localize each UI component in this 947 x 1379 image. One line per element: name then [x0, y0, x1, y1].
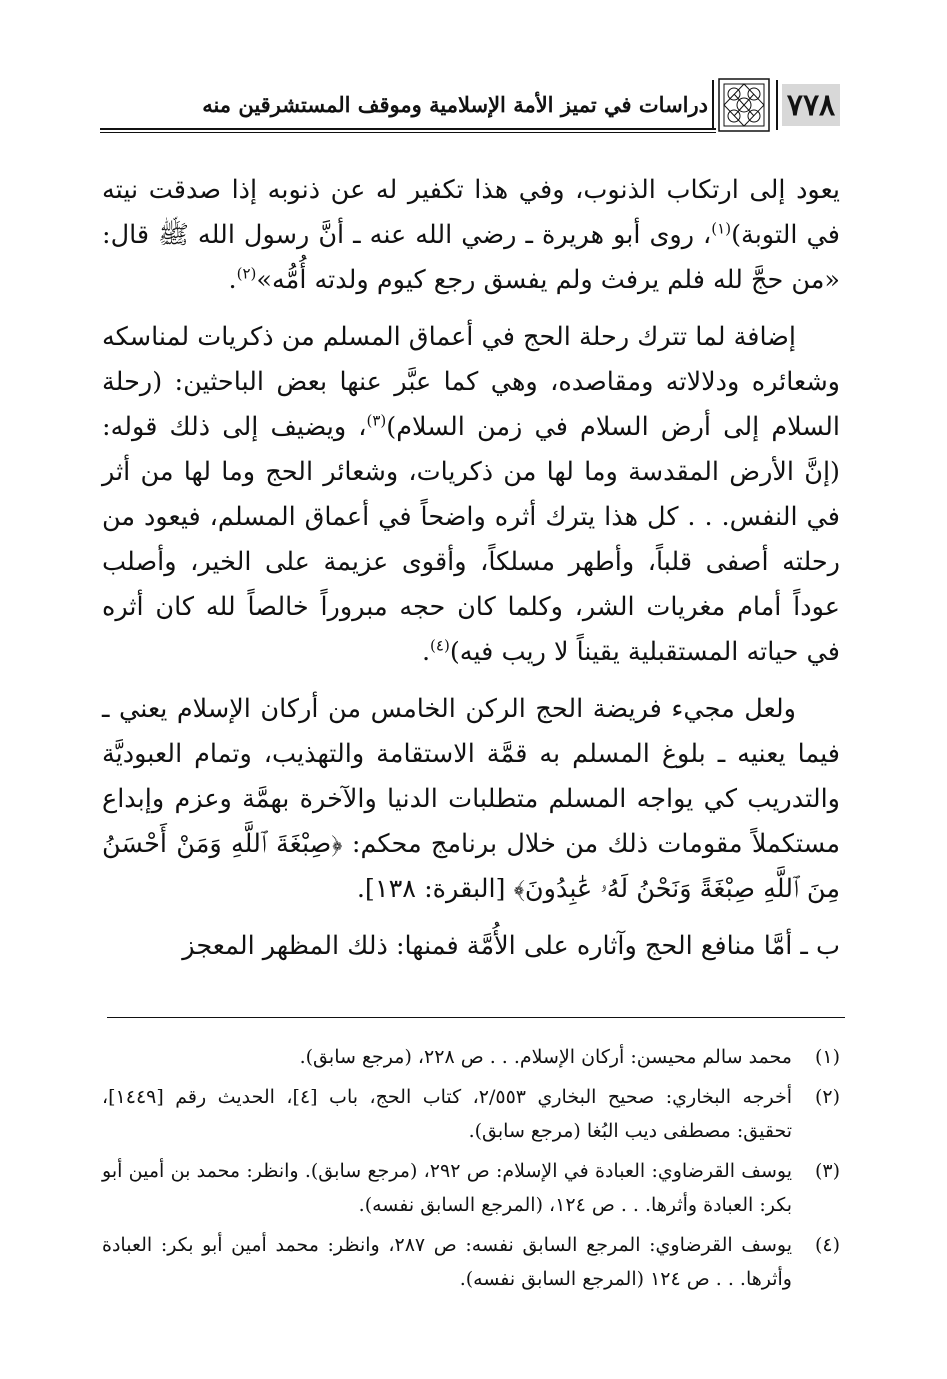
footnote-separator: [107, 1017, 845, 1018]
footnote-number: (٣): [814, 1160, 840, 1182]
paragraph-text: .: [421, 637, 431, 667]
footnote-text: أخرجه البخاري: صحيح البخاري ٢/٥٥٣، كتاب الحج، باب [٤]، الحديث رقم [١٤٤٩]، تحقيق: مصطفى ديب البُغا (مرجع سابق).: [102, 1086, 792, 1142]
footnote: [102, 1080, 840, 1148]
footnote: [102, 1040, 840, 1074]
header-divider: [712, 80, 714, 130]
paragraph-text: ، روى أبو هريرة ـ رضي الله عنه ـ أنَّ رسول الله ﷺ قال: «من حجَّ لله فلم يرفث ولم يفسق رجع كيوم ولدته أُمُّه»: [102, 220, 840, 295]
footnote-ref: (٣): [366, 411, 387, 430]
header-rule: [100, 132, 716, 133]
footnote-text: يوسف القرضاوي: العبادة في الإسلام: ص ٢٩٢، (مرجع سابق). وانظر: محمد بن أمين أبو بكر: العبادة وأثرها. . . ص ١٢٤، (المرجع السابق نفسه).: [102, 1160, 792, 1216]
footnote-number: (٤): [814, 1234, 840, 1256]
paragraph-text: .: [228, 265, 237, 295]
ornament-icon: [718, 78, 770, 132]
footnote-number: (٢): [814, 1086, 840, 1108]
paragraph-text: ، ويضيف إلى ذلك قوله: (إنَّ الأرض المقدسة وما لها من ذكريات، وشعائر الحج وما لها من أثر في النفس. . . كل هذا يترك أثره واضحاً في أعماق المسلم، فيعود من رحلته أصفى قلباً، وأطهر مسلكاً، وأقوى عزيمة على الخير، وأصلب عوداً أمام مغريات الشر، وكلما كان حجه مبروراً خالصاً لله كان أثره في حياته المستقبلية يقيناً لا ريب فيه): [102, 412, 840, 667]
paragraph: ولعل مجيء فريضة الحج الركن الخامس من أركان الإسلام يعني ـ فيما يعنيه ـ بلوغ المسلم به قمَّة الاستقامة والتهذيب، وتمام العبوديَّة والتدريب كي يواجه المسلم متطلبات الدنيا والآخرة بهمَّة وعزم وإبداع مستكملاً مقومات ذلك من خلال برنامج محكم: ﴿صِبْغَةَ ٱللَّهِ وَمَنْ أَحْسَنُ مِنَ ٱللَّهِ صِبْغَةً وَنَحْنُ لَهُۥ عَٰبِدُونَ﴾ [البقرة: ١٣٨].: [102, 694, 840, 904]
page-number: ٧٧٨: [782, 84, 840, 126]
header-rule: [100, 128, 716, 130]
header-divider: [776, 80, 778, 130]
footnote-ref: (٢): [236, 264, 257, 283]
paragraph-text: إضافة لما تترك رحلة الحج في أعماق المسلم من ذكريات لمناسكه وشعائره ودلالاته ومقاصده، وهي كما عبَّر عنها بعض الباحثين: (رحلة السلام إلى أرض السلام في زمن السلام): [102, 322, 840, 442]
header-title: دراسات في تميز الأمة الإسلامية وموقف المستشرقين منه: [202, 92, 708, 117]
footnotes: [102, 1040, 840, 1302]
paragraph: ب ـ أمَّا منافع الحج وآثاره على الأُمَّة فمنها: ذلك المظهر المعجز: [182, 931, 840, 961]
footnote: [102, 1154, 840, 1222]
footnote-text: محمد سالم محيسن: أركان الإسلام. . . ص ٢٢٨، (مرجع سابق).: [299, 1046, 792, 1068]
body-text: [102, 168, 840, 969]
footnote-number: (١): [814, 1046, 840, 1068]
paragraph: [102, 315, 840, 675]
paragraph-text: يعود إلى ارتكاب الذنوب، وفي هذا تكفير له عن ذنوبه إذا صدقت نيته في التوبة): [102, 175, 840, 250]
footnote-ref: (٤): [430, 636, 450, 655]
footnote-text: يوسف القرضاوي: المرجع السابق نفسه: ص ٢٨٧، وانظر: محمد أمين أبو بكر: العبادة وأثرها. . . ص ١٢٤ (المرجع السابق نفسه).: [102, 1234, 792, 1290]
running-header: [100, 78, 840, 134]
footnote-ref: (١): [711, 219, 732, 238]
footnote: [102, 1228, 840, 1296]
paragraph: [102, 168, 840, 303]
